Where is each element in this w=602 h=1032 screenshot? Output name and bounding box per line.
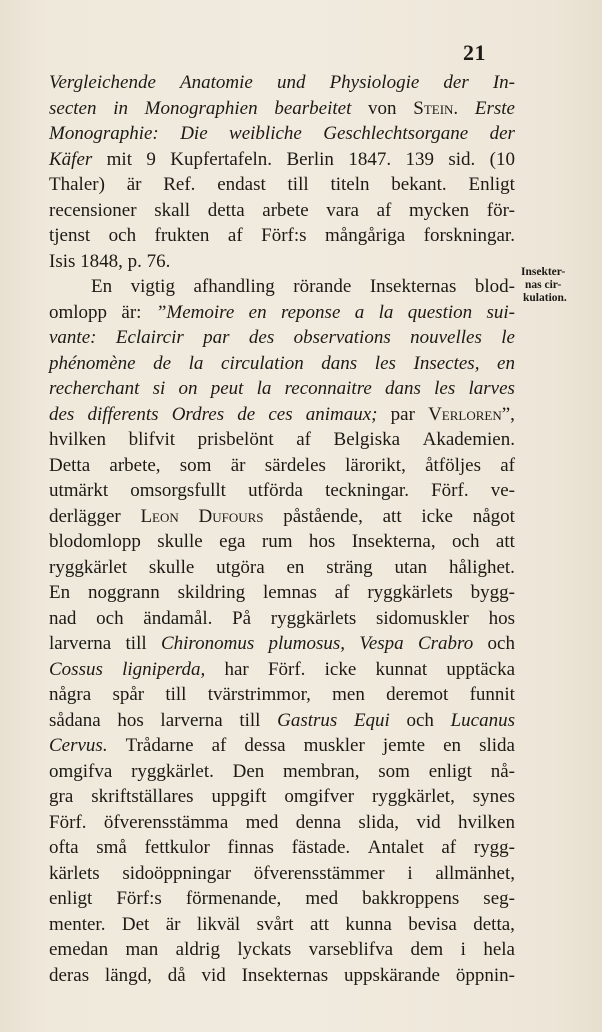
text-line: [49, 98, 515, 124]
word: endast: [217, 174, 266, 195]
word: Antalet: [367, 837, 424, 858]
word: små: [96, 837, 127, 858]
word: par: [203, 327, 230, 348]
word: arbete: [262, 199, 309, 221]
word: la: [256, 378, 272, 399]
body-text: [49, 72, 515, 990]
word: recensioner: [49, 199, 137, 221]
word: dessa: [244, 735, 286, 756]
word: några: [49, 684, 92, 705]
word: enligt: [428, 760, 472, 782]
word: frukten: [154, 225, 210, 246]
word: med: [245, 811, 279, 833]
word: Anatomie: [180, 72, 253, 93]
word: ryggkärlet.: [131, 760, 214, 782]
word: Monographie:: [49, 123, 159, 144]
word: und: [276, 72, 306, 93]
word: finnas: [227, 837, 274, 858]
word: Förf.: [267, 658, 306, 680]
word: skulle: [148, 556, 195, 578]
word: men: [332, 684, 365, 705]
word: mit: [106, 148, 132, 170]
word: les: [374, 352, 396, 374]
word: för-: [486, 199, 515, 221]
word: Trådarne: [125, 735, 194, 756]
word: vid: [416, 811, 441, 833]
word: hvilken: [49, 429, 106, 450]
text-line: [49, 455, 515, 481]
word: differents: [87, 403, 159, 425]
word: Förf.: [49, 811, 87, 833]
text-line: [49, 225, 515, 251]
text-line: [49, 149, 515, 175]
word: utan: [394, 556, 428, 578]
word: På: [232, 607, 252, 629]
word: att: [382, 505, 402, 527]
word: Monographien: [144, 97, 258, 119]
word: synes: [472, 786, 515, 807]
word: arbete,: [109, 454, 161, 476]
word: enligt: [49, 888, 93, 909]
word: afhandling: [193, 276, 275, 297]
word: är: [230, 454, 246, 476]
word: omgifva: [49, 760, 113, 782]
word: En: [49, 582, 71, 603]
text-line: [49, 200, 515, 226]
word: dans: [385, 378, 421, 399]
word: Equi: [353, 709, 390, 731]
word: detta: [207, 199, 245, 221]
word: med: [305, 888, 339, 909]
word: gra: [49, 786, 74, 807]
word: som: [378, 760, 410, 782]
word: svårt: [256, 913, 294, 935]
word: peut: [210, 378, 244, 399]
word: 9: [146, 148, 156, 170]
word: Kupfertafeln.: [170, 148, 273, 170]
word: en: [286, 556, 305, 578]
word: Stein.: [413, 97, 459, 119]
word: och: [108, 225, 137, 246]
word: af: [500, 454, 515, 476]
word: af: [211, 735, 227, 756]
word: Belgiska: [333, 429, 401, 450]
word: och: [96, 607, 124, 629]
word: ofta: [49, 837, 79, 858]
word: la: [378, 301, 394, 323]
text-line: [49, 608, 515, 634]
word: tjenst: [49, 225, 91, 246]
word: Ref.: [163, 174, 196, 195]
word: sidoöppningar: [122, 862, 232, 884]
word: Detta: [49, 454, 91, 476]
word: Förf.: [431, 480, 469, 501]
word: bearbeitet: [274, 97, 352, 119]
word: är: [165, 913, 181, 935]
word: utförda: [248, 480, 303, 501]
word: larves: [468, 378, 515, 399]
word: reponse: [280, 301, 341, 323]
text-line: [49, 812, 515, 838]
word: 1847.: [348, 148, 392, 170]
word: noggrann: [87, 582, 160, 603]
word: weibliche: [229, 123, 302, 144]
word: membran,: [283, 760, 360, 782]
word: plumosus,: [268, 633, 346, 654]
word: hos: [117, 709, 144, 731]
word: larverna: [49, 633, 112, 654]
word: detta,: [473, 913, 515, 935]
word: des: [49, 403, 75, 425]
word: icke: [324, 658, 357, 680]
text-line: [49, 404, 515, 430]
word: Crabro: [417, 633, 474, 654]
word: blod-: [474, 276, 515, 297]
word: är: [126, 174, 142, 195]
text-line: [49, 531, 515, 557]
word: ces: [268, 403, 293, 425]
word: af: [441, 837, 457, 858]
word: deremot: [386, 684, 449, 705]
word: ändamål.: [143, 607, 213, 629]
text-line: [49, 735, 515, 761]
word: fettkulor: [144, 837, 210, 858]
word: les: [434, 378, 456, 399]
word: vid: [201, 964, 226, 986]
word: Insekternas: [241, 964, 329, 986]
word: en: [497, 352, 515, 374]
word: mycken: [409, 199, 470, 221]
word: hos: [488, 607, 515, 629]
word: der: [489, 123, 515, 144]
word: Cossus: [49, 658, 103, 680]
word: vante:: [49, 327, 97, 348]
word: observations: [293, 327, 391, 348]
word: In-: [492, 72, 515, 93]
word: upptäcka: [446, 658, 515, 680]
word: likväl: [196, 913, 241, 935]
word: prisbelönt: [197, 429, 274, 450]
word: (10: [489, 148, 515, 170]
word: phénomène: [49, 352, 136, 374]
word: öfverensstämma: [103, 811, 229, 833]
word: är:: [121, 301, 142, 323]
text-line: [49, 557, 515, 583]
word: dans: [321, 352, 358, 374]
word: titeln: [330, 174, 370, 195]
word: ligniperda,: [122, 658, 206, 680]
word: vigtig: [130, 276, 175, 297]
word: ryggkärlet: [49, 556, 128, 578]
word: ”Memoire: [155, 301, 235, 323]
word: omsorgsfullt: [130, 480, 226, 501]
word: nå-: [490, 760, 515, 782]
page-number: 21: [463, 40, 486, 65]
word: fästade.: [291, 837, 351, 858]
text-line: [49, 276, 515, 302]
word: öfverensstämmer: [253, 862, 385, 884]
text-line: [49, 582, 515, 608]
word: lärorikt,: [345, 454, 406, 476]
text-line: [49, 378, 515, 404]
word: de: [153, 352, 172, 374]
word: ryggkärlets: [367, 582, 453, 603]
word: kunna: [345, 913, 392, 935]
word: af: [296, 429, 311, 450]
word: p.: [127, 250, 142, 272]
word: till: [287, 174, 309, 195]
word: larverna: [160, 709, 223, 731]
text-line: [49, 761, 515, 787]
word: aldrig: [175, 939, 220, 960]
word: öppnin-: [455, 964, 515, 986]
text-line: [49, 659, 515, 685]
word: emedan: [49, 939, 109, 960]
word: Chironomus: [160, 633, 255, 654]
text-line: [49, 837, 515, 863]
word: a: [354, 301, 365, 323]
word: rygg-: [473, 837, 515, 858]
text-line: [49, 429, 515, 455]
word: dem: [410, 939, 444, 960]
word: sidomuskler: [375, 607, 469, 629]
word: reconnaitre: [284, 378, 372, 399]
text-line: [49, 174, 515, 200]
text-line: [49, 72, 515, 98]
word: Verloren”,: [428, 403, 515, 425]
word: sid.: [448, 148, 476, 170]
word: lyckats: [237, 939, 292, 960]
word: har: [224, 658, 249, 680]
word: Vespa: [359, 633, 404, 654]
word: kärlets: [49, 862, 100, 884]
text-line: [49, 939, 515, 965]
word: kunnat: [375, 658, 428, 680]
word: der: [443, 72, 469, 93]
word: 76.: [146, 250, 171, 272]
word: Isis: [49, 250, 76, 272]
margin-note-line: nas cir-: [525, 279, 562, 291]
word: något: [472, 505, 515, 527]
word: Cervus.: [49, 735, 108, 756]
margin-note-line: kulation.: [523, 292, 567, 304]
text-line: [49, 506, 515, 532]
word: uppgift: [211, 786, 267, 807]
text-line: [49, 123, 515, 149]
word: Lucanus: [450, 709, 515, 731]
word: spår: [112, 684, 145, 705]
word: blodomlopp: [49, 531, 141, 552]
word: hela: [483, 939, 515, 960]
word: sträng: [326, 556, 373, 578]
word: Insekterna,: [351, 531, 436, 552]
word: uppskärande: [343, 964, 440, 986]
word: Käfer: [49, 148, 93, 170]
word: le: [501, 327, 515, 348]
word: Förf:s: [116, 888, 162, 909]
word: sui-: [486, 301, 515, 323]
word: Leon: [140, 505, 179, 527]
word: mångåriga: [325, 225, 406, 246]
word: si: [152, 378, 166, 399]
word: att: [495, 531, 515, 552]
word: Förf:s: [261, 225, 307, 246]
word: påstående,: [283, 505, 363, 527]
word: lemnas: [263, 582, 317, 603]
word: omlopp: [49, 301, 108, 323]
word: Ordres: [171, 403, 225, 425]
word: Berlin: [286, 148, 334, 170]
word: vara: [326, 199, 359, 221]
word: jemte: [382, 735, 426, 756]
word: von: [368, 97, 397, 119]
word: Physiologie: [329, 72, 420, 93]
word: 139: [405, 148, 434, 170]
word: skulle: [157, 531, 203, 552]
word: En: [91, 276, 113, 297]
word: deras: [49, 964, 90, 986]
word: utmärkt: [49, 480, 109, 501]
word: icke: [421, 505, 453, 527]
word: secten: [49, 97, 97, 119]
margin-note-line: Insekter-: [521, 266, 566, 278]
word: då: [167, 964, 186, 986]
word: slida: [479, 735, 515, 756]
word: allmänhet,: [435, 862, 515, 884]
word: åtföljes: [425, 454, 481, 476]
word: des: [248, 327, 275, 348]
word: Insectes,: [413, 352, 480, 374]
word: on: [178, 378, 198, 399]
word: man: [125, 939, 159, 960]
word: Geschlechtsorgane: [323, 123, 469, 144]
word: och: [487, 633, 515, 654]
word: skall: [154, 199, 191, 221]
word: som: [179, 454, 212, 476]
word: bevisa: [408, 913, 457, 935]
word: bakkroppens: [362, 888, 460, 909]
word: bekant.: [391, 174, 447, 195]
word: la: [188, 352, 204, 374]
word: i: [407, 862, 413, 884]
word: till: [165, 684, 187, 705]
word: särdeles: [264, 454, 326, 476]
word: skildring: [177, 582, 246, 603]
word: nouvelles: [410, 327, 482, 348]
word: blifvit: [128, 429, 176, 450]
word: hvilken: [457, 811, 515, 833]
word: till: [239, 709, 261, 731]
word: längd,: [104, 964, 152, 986]
word: en: [248, 301, 267, 323]
word: tvärstrimmor,: [207, 684, 311, 705]
word: animaux;: [305, 403, 378, 425]
word: och: [452, 531, 480, 552]
word: Erste: [474, 97, 515, 119]
word: Thaler): [49, 174, 105, 195]
word: de: [237, 403, 256, 425]
margin-note: [521, 266, 599, 305]
word: muskler: [303, 735, 365, 756]
word: omgifver: [284, 786, 355, 807]
word: förmenande,: [185, 888, 282, 909]
word: ve-: [490, 480, 515, 501]
word: derlägger: [49, 505, 121, 527]
word: rörande: [293, 276, 352, 297]
word: Akademien.: [422, 429, 515, 450]
word: sådana: [49, 709, 101, 731]
word: circulation: [221, 352, 304, 374]
text-line: [49, 863, 515, 889]
word: forskningar.: [423, 225, 515, 246]
word: 1848,: [80, 250, 123, 272]
text-line: [49, 684, 515, 710]
word: i: [460, 939, 466, 960]
word: af: [227, 225, 243, 246]
word: nad: [49, 607, 77, 629]
word: funnit: [469, 684, 515, 705]
word: menter.: [49, 913, 106, 935]
word: teckningar.: [325, 480, 409, 501]
text-line: [49, 353, 515, 379]
word: Insekternas: [369, 276, 457, 297]
word: ryggkärlets: [270, 607, 357, 629]
word: par: [390, 403, 415, 425]
word: och: [406, 709, 434, 731]
text-line: [49, 327, 515, 353]
word: question: [407, 301, 473, 323]
text-line: [49, 786, 515, 812]
text-line: [49, 914, 515, 940]
word: recherchant: [49, 378, 140, 399]
word: att: [309, 913, 329, 935]
word: Det: [121, 913, 150, 935]
word: in: [113, 97, 128, 119]
word: Dufours: [198, 505, 264, 527]
word: hålighet.: [448, 556, 515, 578]
text-line: [49, 710, 515, 736]
word: slida,: [358, 811, 400, 833]
word: Eclaircir: [115, 327, 184, 348]
word: Gastrus: [277, 709, 338, 731]
word: Die: [180, 123, 208, 144]
text-line: [49, 251, 515, 277]
text-line: [49, 965, 515, 991]
text-line: [49, 302, 515, 328]
text-line: [49, 633, 515, 659]
word: af: [376, 199, 392, 221]
word: varseblifva: [308, 939, 394, 960]
word: rum: [261, 531, 293, 552]
word: hos: [308, 531, 336, 552]
word: seg-: [483, 888, 515, 909]
text-line: [49, 888, 515, 914]
word: utgöra: [216, 556, 265, 578]
word: af: [334, 582, 350, 603]
text-line: [49, 480, 515, 506]
word: Enligt: [468, 174, 515, 195]
word: en: [443, 735, 462, 756]
word: till: [125, 633, 147, 654]
word: Vergleichende: [49, 72, 156, 93]
word: ega: [219, 531, 246, 552]
word: Den: [232, 760, 265, 782]
word: skriftställares: [91, 786, 194, 807]
word: bygg-: [470, 582, 515, 603]
word: ryggkärlet,: [371, 786, 455, 807]
word: denna: [295, 811, 342, 833]
